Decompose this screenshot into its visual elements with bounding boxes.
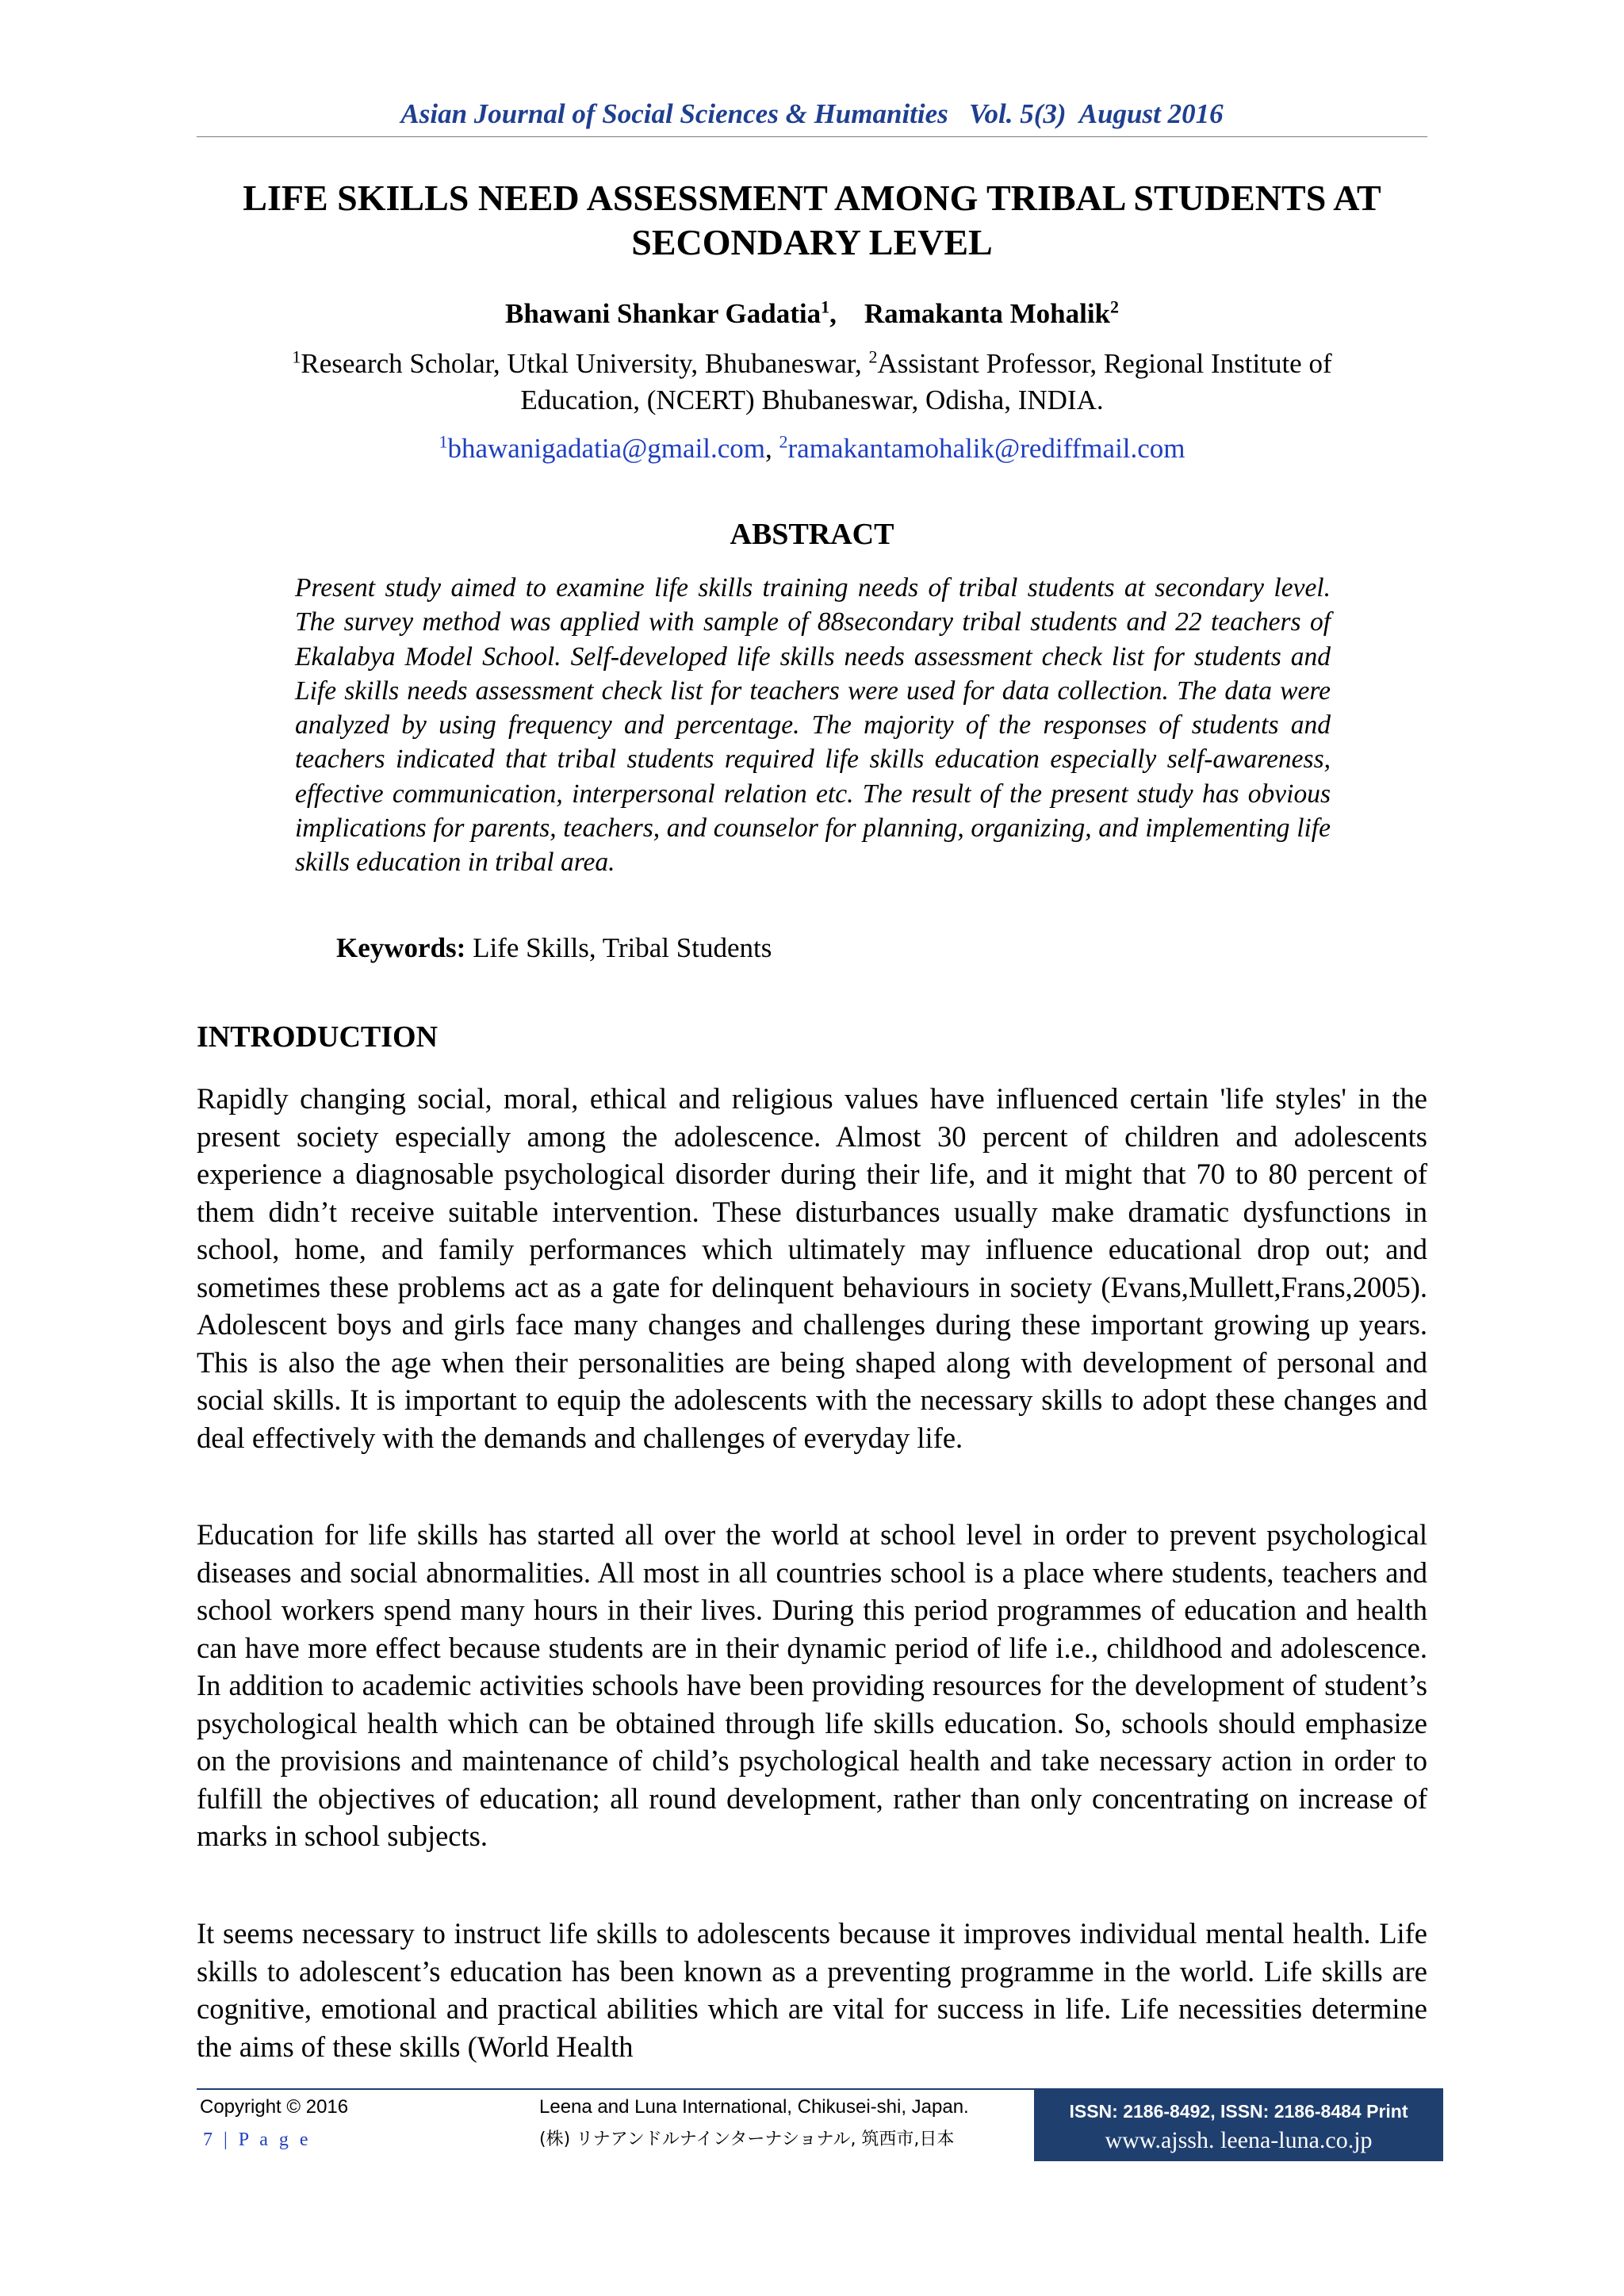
title-line-1: LIFE SKILLS NEED ASSESSMENT AMONG TRIBAL STUDENTS AT xyxy=(243,178,1381,218)
footer-publisher-jp: (株) リナアンドルナインターナショナル, 筑西市,日本 xyxy=(539,2130,955,2149)
intro-paragraph-3: It seems necessary to instruct life skills to adolescents because it improves individual mental health. Life skills to adolescent’s education has been known as a preventing programme in the world. Life skills are cognitive, emotional and practical abilities which are vital for success in life. Life necessities determine the aims of these skills (World Health xyxy=(197,1917,1427,2063)
footer-publisher: Leena and Luna International, Chikusei-shi, Japan. xyxy=(539,2096,969,2118)
affil-line-2: Education, (NCERT) Bhubaneswar, Odisha, INDIA. xyxy=(520,385,1104,415)
title-line-2: SECONDARY LEVEL xyxy=(631,222,993,262)
email-sup-2: 2 xyxy=(779,431,788,452)
keywords-label: Keywords: xyxy=(336,932,466,963)
footer-issn-box xyxy=(1034,2088,1443,2161)
paper-title xyxy=(197,176,1427,265)
journal-volume: Vol. 5(3) xyxy=(969,98,1067,129)
author-2: Ramakanta Mohalik xyxy=(864,298,1111,329)
abstract-text: Present study aimed to examine life skills training needs of tribal students at secondary level. The survey method was applied with sample of 88secondary tribal students and 22 teachers of Ekalabya Model School. Self-developed life skills needs assessment check list for students and Life skills needs assessment check list for teachers were used for data collection. The data were analyzed by using frequency and percentage. The majority of the responses of students and teachers indicated that tribal students required life skills education especially self-awareness, effective communication, interpersonal relation etc. The result of the present study has obvious implications for parents, teachers, and counselor for planning, organizing, and implementing life skills education in tribal area. xyxy=(295,573,1331,878)
author-emails xyxy=(197,431,1427,466)
author-2-sup: 2 xyxy=(1110,297,1120,317)
abstract-heading: ABSTRACT xyxy=(730,518,894,551)
running-header xyxy=(197,97,1427,132)
email-link-2[interactable]: ramakantamohalik@rediffmail.com xyxy=(787,433,1185,464)
affil-text-2: Assistant Professor, Regional Institute of xyxy=(877,348,1332,379)
journal-date: August 2016 xyxy=(1078,98,1224,129)
affil-text-1: Research Scholar, Utkal University, Bhubaneswar, xyxy=(301,348,869,379)
footer-website-link[interactable]: www.ajssh. leena-luna.co.jp xyxy=(1105,2127,1373,2153)
header-divider xyxy=(197,136,1427,137)
email-separator: , xyxy=(765,433,779,464)
footer-page-number: 7 | P a g e xyxy=(203,2130,312,2150)
affil-sup-2: 2 xyxy=(868,346,878,367)
email-sup-1: 1 xyxy=(439,431,448,452)
affil-sup-1: 1 xyxy=(292,346,301,367)
affiliations xyxy=(197,346,1427,419)
author-1: Bhawani Shankar Gadatia xyxy=(504,298,822,329)
author-1-sup: 1 xyxy=(821,297,830,317)
introduction-heading: INTRODUCTION xyxy=(197,1020,439,1054)
intro-paragraph-1: Rapidly changing social, moral, ethical and religious values have influenced certain 'life styles' in the present society especially among the adolescence. Almost 30 percent of children and adolescents experience a diagnosable psychological disorder during their life, and it might that 70 to 80 percent of them didn’t receive suitable intervention. These disturbances usually make dramatic dysfunctions in school, home, and family performances which ultimately may influence educational drop out; and sometimes these problems act as a gate for delinquent behaviours in society (Evans,Mullett,Frans,2005). Adolescent boys and girls face many changes and challenges during these important growing up years. This is also the age when their personalities are being shaped along with development of personal and social skills. It is important to equip the adolescents with the necessary skills to adopt these changes and deal effectively with the demands and challenges of everyday life. xyxy=(197,1082,1427,1454)
intro-paragraph-2: Education for life skills has started all over the world at school level in order to prevent psychological diseases and social abnormalities. All most in all countries school is a place where students, teachers and school workers spend many hours in their lives. During this period programmes of education and health can have more effect because students are in their dynamic period of life i.e., childhood and adolescence. In addition to academic activities schools have been providing resources for the development of student’s psychological health which can be obtained through life skills education. So, schools should emphasize on the provisions and maintenance of child’s psychological health and take necessary action in order to fulfill the objectives of education; all round development, rather than only concentrating on increase of marks in school subjects. xyxy=(197,1518,1427,1852)
keywords xyxy=(336,931,1288,966)
author-list: Bhawani Shankar Gadatia$^1$, Ramakanta Mohalik$^2$ xyxy=(504,297,1120,329)
journal-name: Asian Journal of Social Sciences & Humanities xyxy=(400,98,948,129)
email-link-1[interactable]: bhawanigadatia@gmail.com xyxy=(447,433,766,464)
footer-copyright: Copyright © 2016 xyxy=(200,2096,349,2118)
keywords-text: Life Skills, Tribal Students xyxy=(465,932,772,963)
footer-issn: ISSN: 2186-8492, ISSN: 2186-8484 Print xyxy=(1069,2101,1408,2122)
